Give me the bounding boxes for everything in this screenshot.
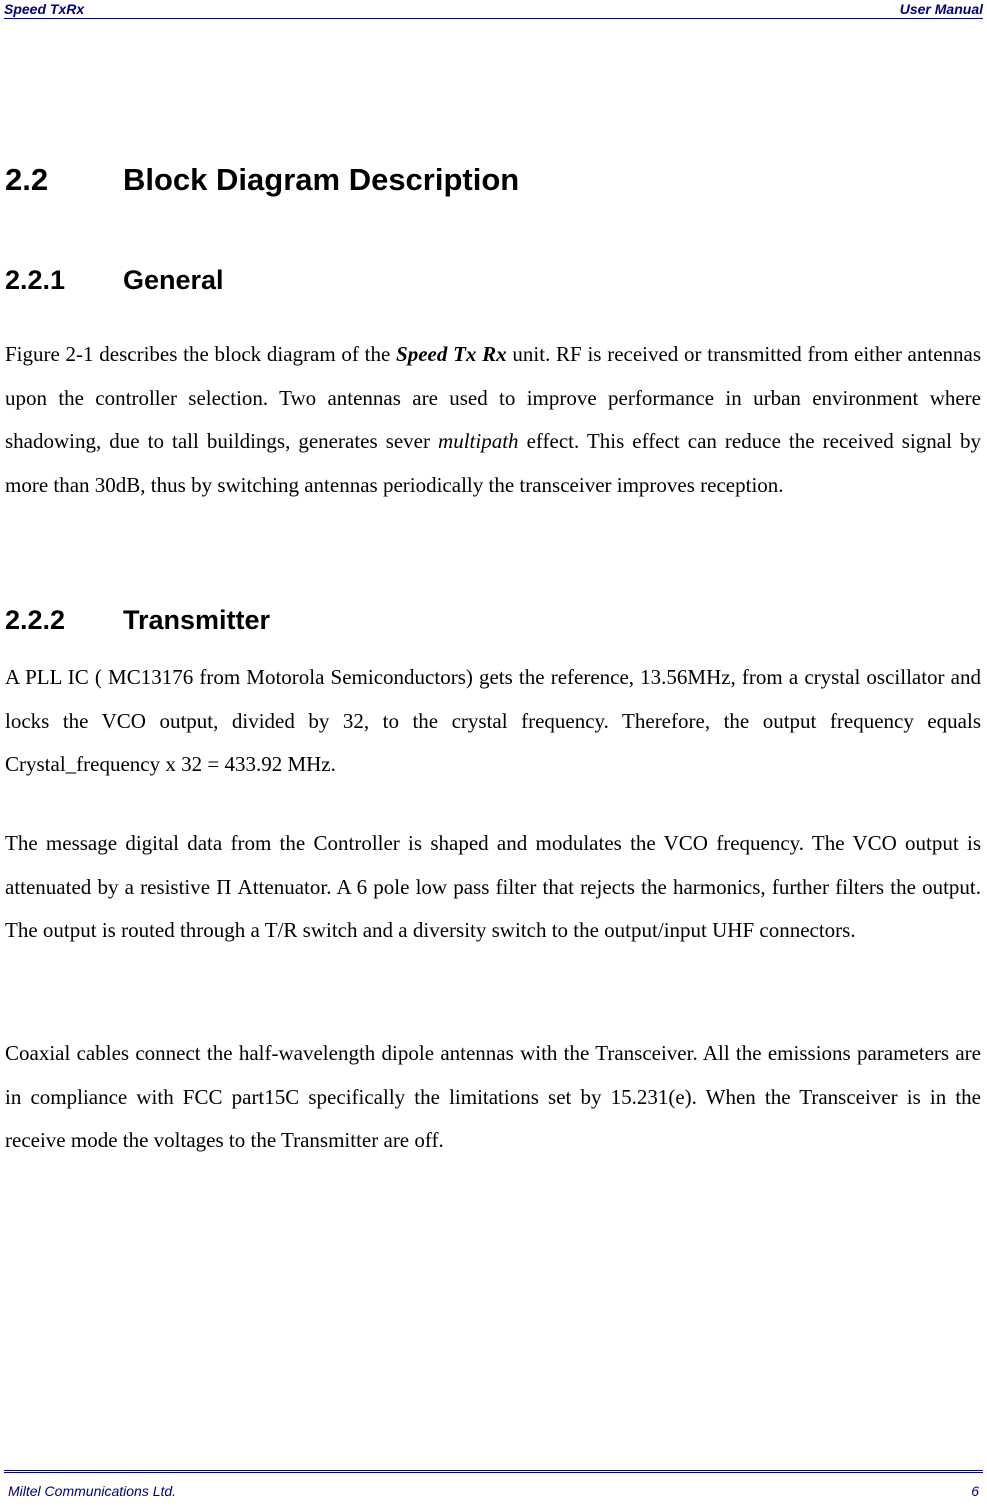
subsection-heading-transmitter <box>5 603 270 637</box>
text-run: unit. RF is received or transmitted from either antennas upon the controller selection. Two antennas are used to improve performance in urban environment where shadowing, due to tall buildings, generates sever <box>5 342 982 453</box>
subsection-heading-general <box>5 263 224 297</box>
paragraph-transmitter-modulation: The message digital data from the Controller is shaped and modulates the VCO frequency. The VCO output is attenuated by a resistive Π Attenuator. A 6 pole low pass filter that rejects the harmonics, further filters the output. The output is routed through a T/R switch and a diversity switch to the output/input UHF connectors. <box>5 831 981 942</box>
running-header <box>4 0 983 19</box>
text-run: Figure 2-1 describes the block diagram of the <box>5 342 397 366</box>
header-product-name: Speed TxRx <box>4 1 85 17</box>
paragraph-transmitter-pll: A PLL IC ( MC13176 from Motorola Semiconductors) gets the reference, 13.56MHz, from a crystal oscillator and locks the VCO output, divided by 32, to the crystal frequency. Therefore, the output frequency equals Crystal_frequency x 32 = 433.92 MHz. <box>5 665 981 776</box>
footer-company-name: Miltel Communications Ltd. <box>8 1483 177 1499</box>
term-emphasis: multipath <box>438 429 519 453</box>
product-name-emphasis: Speed Tx Rx <box>396 342 507 366</box>
section-heading <box>5 160 519 200</box>
running-footer <box>4 1470 983 1508</box>
section-title: Block Diagram Description <box>123 162 520 197</box>
section-number: 2.2 <box>5 162 49 197</box>
text-run: effect. This effect can reduce the received signal by more than 30dB, thus by switching antennas periodically the transceiver improves reception. <box>5 429 981 497</box>
subsection-title: General <box>123 265 224 295</box>
paragraph-general <box>5 333 981 507</box>
subsection-number: 2.2.2 <box>5 605 66 635</box>
subsection-number: 2.2.1 <box>5 265 66 295</box>
subsection-title: Transmitter <box>123 605 271 635</box>
page-number: 6 <box>971 1483 979 1499</box>
header-document-type: User Manual <box>899 1 983 17</box>
paragraph-transmitter-antennas: Coaxial cables connect the half-wavelength dipole antennas with the Transceiver. All the emissions parameters are in compliance with FCC part15C specifically the limitations set by 15.231(e). When the Transceiver is in the receive mode the voltages to the Transmitter are off. <box>5 1041 981 1152</box>
